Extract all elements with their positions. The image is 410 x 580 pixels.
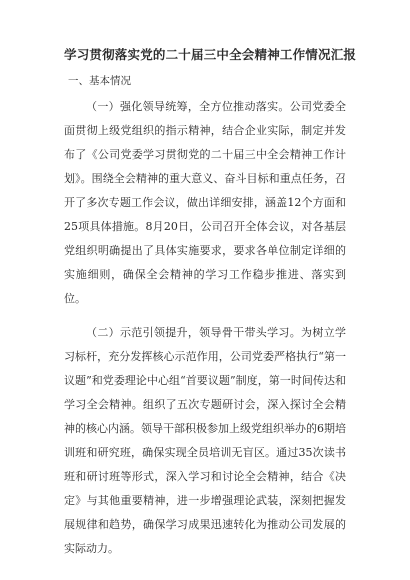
paragraph-1: （一）强化领导统筹，全方位推动落实。公司党委全面贯彻上级党组织的指示精神，结合企业实际，制定并发布了《公司党委学习贯彻党的二十届三中全会精神工作计划》。围绕全会精神的重大意义、奋斗目标和重点任务，召开了多次专题工作会议，做出详细安排，涵盖12个方面和25项具体措施。8月20日，公司召开全体会议，对各基层党组织明确提出了具体实施要求，要求各单位制定详细的实施细则，确保全会精神的学习工作稳步推进、落实到位。 <box>64 100 346 305</box>
document-title: 学习贯彻落实党的二十届三中全会精神工作情况汇报 <box>64 47 357 62</box>
paragraph-2: （二）示范引领提升，领导骨干带头学习。为树立学习标杆，充分发挥核心示范作用，公司党委严格执行“第一议题”和党委理论中心组“首要议题”制度，第一时间传达和学习全会精神。组织了五次专题研讨会，深入探讨全会精神的核心内涵。领导干部积极参加上级党组织举办的6期培训班和研究班，确保实现全员培训无盲区。通过35次读书班和研讨班等形式，深入学习和讨论全会精神，结合《决定》与其他重要精神，进一步增强理论武装，深刻把握发展规律和趋势，确保学习成果迅速转化为推动公司发展的实际动力。 <box>64 326 346 555</box>
section-heading: 一、基本情况 <box>68 75 131 87</box>
